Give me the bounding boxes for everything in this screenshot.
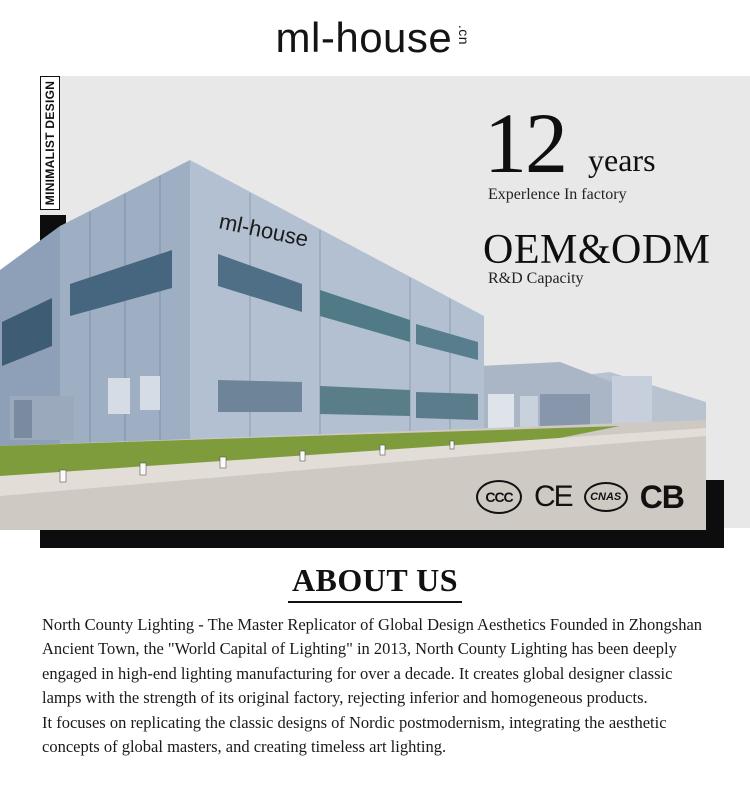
about-heading <box>0 562 750 603</box>
brand-logo <box>0 14 750 62</box>
about-body <box>42 613 712 759</box>
factory-illustration <box>0 150 710 530</box>
about-paragraph-1: North County Lighting - The Master Replicator of Global Design Aesthetics Founded in Zhongshan Ancient Town, the "World Capital of Lighting" in 2013, North County Lighting has been deeply engaged in high-end lighting manufacturing for over a decade. It creates global designer classic lamps with the strength of its original factory, rejecting inferior and homogeneous products. <box>42 615 703 708</box>
logo-text: ml-house <box>275 14 453 61</box>
cb-mark-icon: CB <box>639 478 684 515</box>
years-stat <box>484 95 656 191</box>
cnas-mark-icon: CNAS <box>584 482 628 512</box>
building-sign: ml-house <box>216 208 311 252</box>
certification-marks <box>476 478 684 516</box>
hero-bottom-bar <box>40 528 724 548</box>
about-paragraph-2: It focuses on replicating the classic designs of Nordic postmodernism, integrating the aesthetic concepts of global masters, and creating timeless art lighting. <box>42 712 667 757</box>
ce-mark-icon: CE <box>534 480 572 513</box>
oem-odm-heading: OEM&ODM <box>483 227 711 273</box>
about-title-text: ABOUT US <box>288 562 462 603</box>
logo-suffix: .cn <box>456 24 473 45</box>
years-number: 12 <box>484 95 566 191</box>
years-unit: years <box>588 142 656 178</box>
tag-label: MINIMALIST DESIGN <box>43 80 57 206</box>
years-caption: Experlence In factory <box>488 186 627 203</box>
ccc-mark-icon: CCC <box>476 480 522 514</box>
rd-capacity-caption: R&D Capacity <box>488 270 584 287</box>
